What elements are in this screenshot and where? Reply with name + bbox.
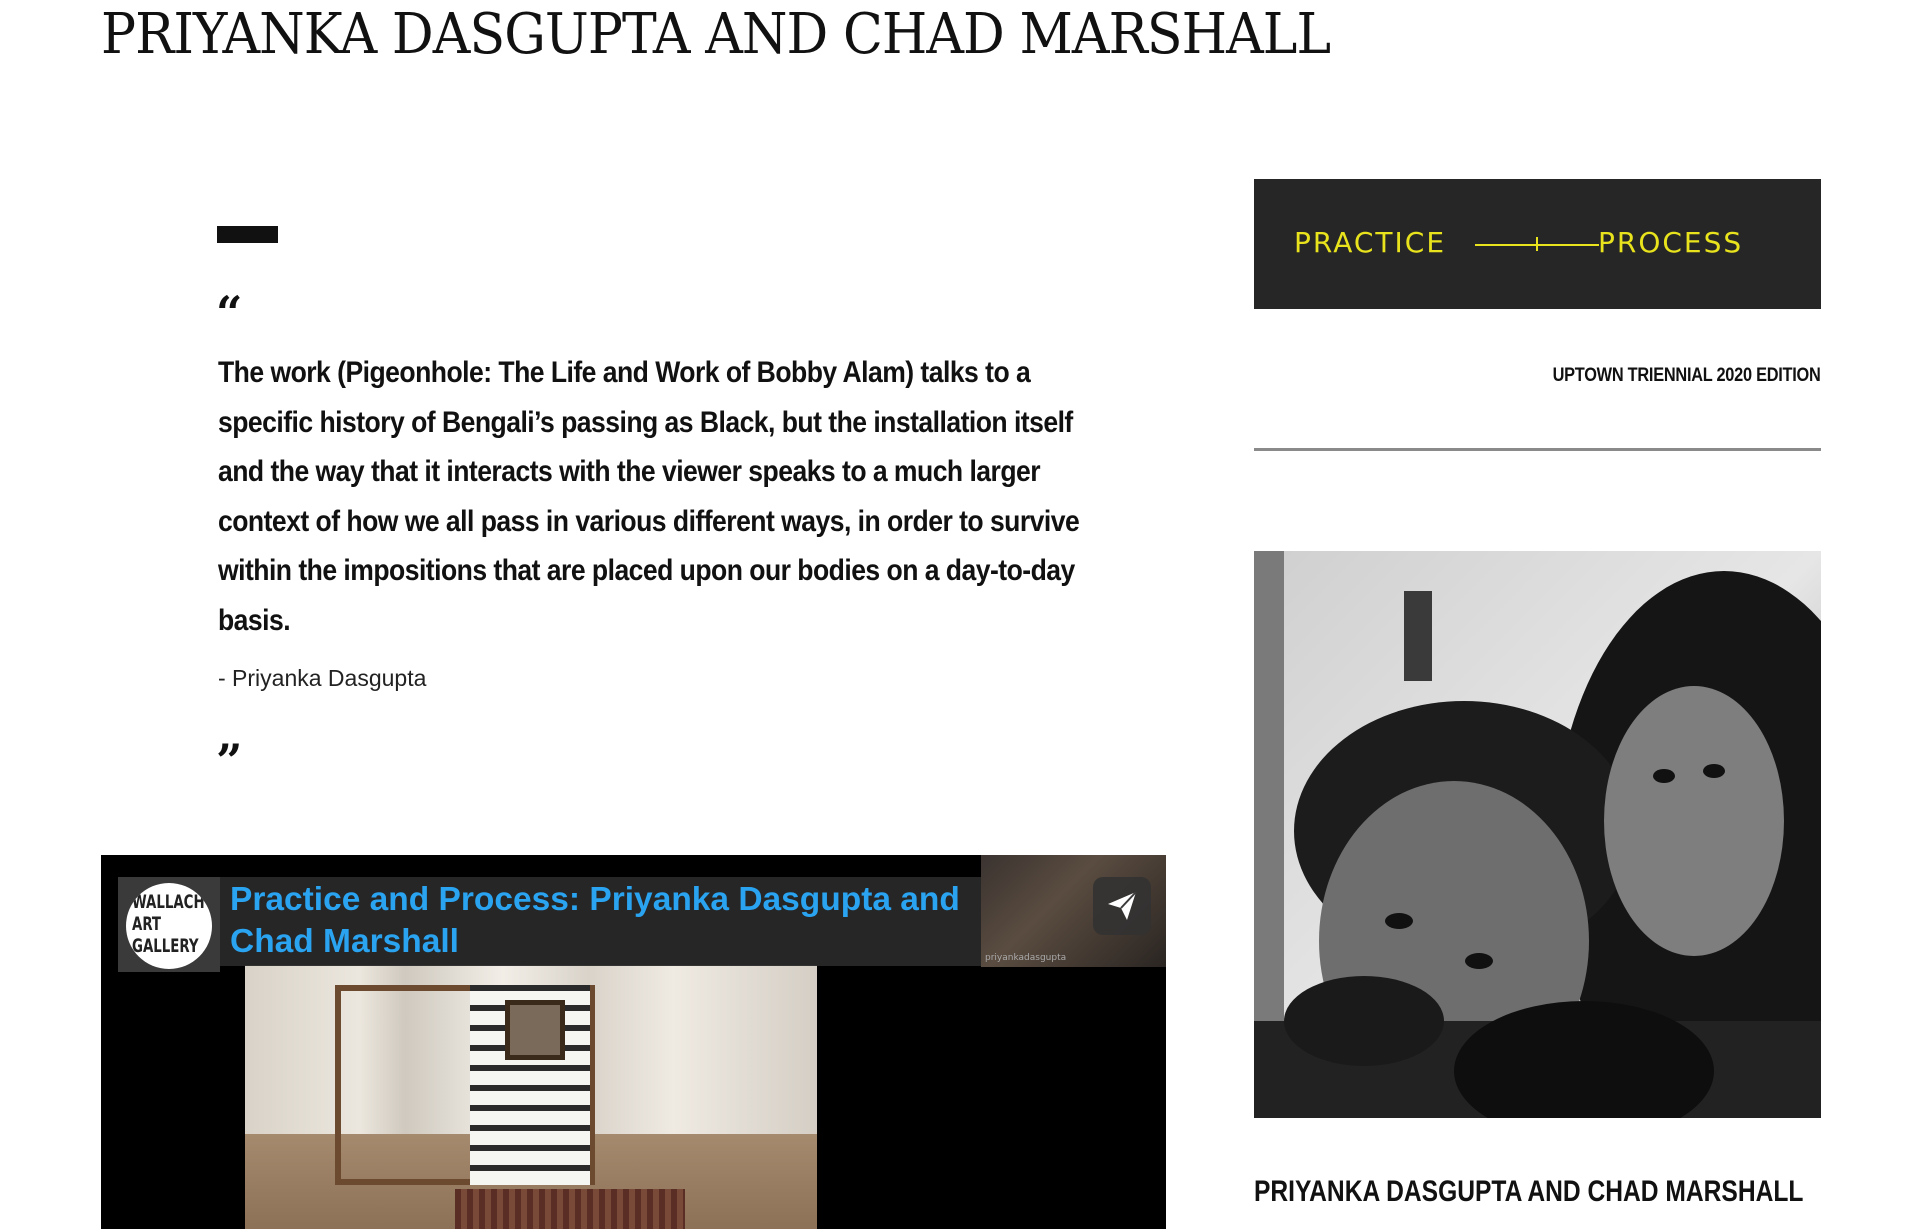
quote-text: The work (Pigeonhole: The Life and Work of Bobby Alam) talks to a specific history of Bengali’s passing as Black, but the installation itself and the way that it interacts with the viewer speaks to a much larger context of how we all pass in various different ways, in order to survive within the impositions that are placed upon our bodies on a day-to-day basis. — [218, 356, 1080, 637]
page-title: PRIYANKA DASGUPTA AND CHAD MARSHALL — [101, 2, 1331, 67]
share-button[interactable] — [1093, 877, 1151, 935]
video-title-link[interactable]: Practice and Process: Priyanka Dasgupta and Chad Marshall — [230, 881, 960, 960]
video-title-bar — [101, 855, 981, 966]
practice-process-banner[interactable] — [1254, 179, 1821, 309]
edition-label-text: UPTOWN TRIENNIAL 2020 EDITION — [1553, 365, 1821, 386]
banner-word-process: PROCESS — [1598, 226, 1744, 259]
video-thumb-label: priyankadasgupta — [985, 953, 1067, 963]
quote-dash-divider — [217, 226, 278, 243]
channel-logo-circle — [126, 883, 212, 969]
edition-label — [1254, 363, 1821, 389]
artist-photo — [1254, 551, 1821, 1118]
video-frame-picture — [505, 1000, 565, 1060]
video-top-strip — [101, 855, 981, 877]
video-frame-rug — [455, 1189, 685, 1229]
open-quote-icon: “ — [216, 290, 243, 326]
quote-author: - Priyanka Dasgupta — [218, 665, 427, 691]
video-frame-image — [245, 965, 817, 1229]
paper-plane-icon — [1105, 889, 1139, 923]
video-player[interactable] — [101, 855, 1166, 1229]
channel-logo-text: WALLACH ART GALLERY — [132, 891, 205, 957]
channel-logo[interactable] — [118, 877, 220, 972]
sidebar-divider — [1254, 448, 1821, 451]
close-quote-icon: ” — [216, 738, 243, 774]
banner-connector-tick — [1536, 237, 1538, 251]
artist-photo-image — [1254, 551, 1821, 1118]
artist-name-heading[interactable]: PRIYANKA DASGUPTA AND CHAD MARSHALL — [1254, 1175, 1804, 1208]
banner-word-practice: PRACTICE — [1294, 226, 1447, 259]
